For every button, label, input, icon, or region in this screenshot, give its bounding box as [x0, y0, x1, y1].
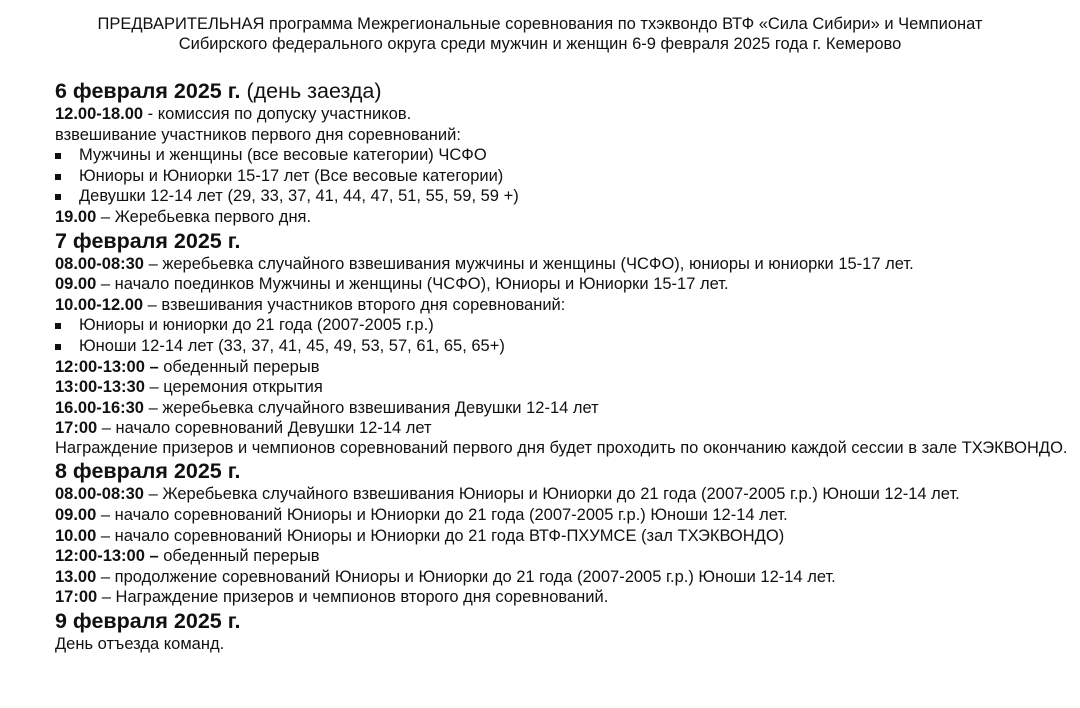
schedule-text: – жеребьевка случайного взвешивания Девушки 12-14 лет — [144, 398, 599, 417]
schedule-dash: – — [144, 547, 159, 566]
schedule-text: – жеребьевка случайного взвешивания мужчины и женщины (ЧСФО), юниоры и юниорки 15-17 лет. — [144, 254, 914, 273]
schedule-text: – начало соревнований Юниоры и Юниорки до 21 года ВТФ-ПХУМСЕ (зал ТХЭКВОНДО) — [96, 526, 785, 545]
day-1-note: (день заезда) — [240, 79, 382, 103]
square-bullet-icon — [55, 344, 61, 350]
schedule-line — [55, 104, 1070, 125]
bullet-text: Девушки 12-14 лет (29, 33, 37, 41, 44, 47, 51, 55, 59, 59 +) — [79, 187, 519, 206]
schedule-text: – начало соревнований Юниоры и Юниорки до 21 года (2007-2005 г.р.) Юноши 12-14 лет. — [96, 506, 788, 524]
title-line-2: Сибирского федерального округа среди мужчин и женщин 6-9 февраля 2025 года г. Кемерово — [178, 35, 902, 53]
schedule-line — [55, 295, 1070, 316]
schedule-line — [55, 567, 1070, 588]
schedule-text: – церемония открытия — [144, 378, 323, 397]
schedule-time: 08.00-08:30 — [55, 485, 144, 504]
day-3-heading: 8 февраля 2025 г. — [55, 459, 241, 484]
schedule-line — [55, 505, 1070, 526]
day-1-heading — [55, 78, 1070, 104]
square-bullet-icon — [55, 194, 61, 200]
schedule-text: – Награждение призеров и чемпионов второго дня соревнований. — [97, 588, 609, 607]
bullet-text: Юниоры и Юниорки 15-17 лет (Все весовые категории) — [79, 166, 504, 185]
bullet-text: Мужчины и женщины (все весовые категории) ЧСФО — [79, 146, 487, 165]
departure-note: День отъезда команд. — [55, 634, 225, 653]
weighing-intro: взвешивание участников первого дня соревнований: — [55, 125, 461, 144]
title-line-1 — [0, 14, 1080, 34]
schedule-text: обеденный перерыв — [158, 547, 320, 566]
square-bullet-icon — [55, 174, 61, 180]
bullet-text: Юниоры и юниорки до 21 года (2007-2005 г.р.) — [79, 316, 434, 335]
schedule-text: – взвешивания участников второго дня соревнований: — [143, 295, 566, 314]
schedule-time: 09.00 — [55, 275, 97, 294]
schedule-body — [55, 78, 1070, 655]
schedule-time: 17:00 — [55, 588, 98, 607]
schedule-text: – начало соревнований Девушки 12-14 лет — [97, 419, 432, 438]
schedule-line — [55, 484, 1070, 505]
schedule-text: – Жеребьевка первого дня. — [96, 207, 312, 226]
document-title — [0, 14, 1080, 54]
schedule-time: 13.00 — [55, 567, 97, 586]
bullet-item — [55, 336, 1070, 357]
schedule-line — [55, 207, 1070, 228]
schedule-text: – Жеребьевка случайного взвешивания Юниоры и Юниорки до 21 года (2007-2005 г.р.) Юноши 12-14 лет. — [144, 485, 960, 504]
schedule-time: 10.00-12.00 — [55, 295, 144, 314]
schedule-time: 12.00-18.00 — [55, 105, 144, 123]
schedule-time: 10.00 — [55, 526, 97, 545]
schedule-text: – начало поединков Мужчины и женщины (ЧСФО), Юниоры и Юниорки 15-17 лет. — [96, 275, 729, 294]
day-4-heading: 9 февраля 2025 г. — [55, 608, 241, 633]
schedule-line — [55, 398, 1070, 419]
schedule-text: – продолжение соревнований Юниоры и Юниорки до 21 года (2007-2005 г.р.) Юноши 12-14 лет. — [96, 567, 836, 586]
title-preliminary-word: ПРЕДВАРИТЕЛЬНАЯ — [97, 15, 265, 33]
schedule-line — [55, 526, 1070, 547]
schedule-time: 13:00-13:30 — [55, 378, 145, 397]
schedule-text: обеденный перерыв — [158, 357, 320, 376]
day-2-heading: 7 февраля 2025 г. — [55, 228, 241, 253]
schedule-line — [55, 587, 1070, 608]
square-bullet-icon — [55, 323, 61, 329]
square-bullet-icon — [55, 153, 61, 159]
schedule-dash: – — [144, 357, 159, 376]
title-line-1-rest: программа Межрегиональные соревнования по тхэквондо ВТФ «Сила Сибири» и Чемпионат — [264, 15, 983, 33]
schedule-time: 09.00 — [55, 506, 97, 524]
bullet-item — [55, 145, 1070, 166]
schedule-time: 17:00 — [55, 419, 98, 438]
schedule-line — [55, 377, 1070, 398]
schedule-line — [55, 254, 1070, 275]
schedule-line — [55, 418, 1070, 439]
schedule-time: 19.00 — [55, 207, 97, 226]
bullet-item — [55, 166, 1070, 187]
schedule-line — [55, 546, 1070, 567]
bullet-item — [55, 315, 1070, 336]
schedule-text: - комиссия по допуску участников. — [143, 105, 412, 123]
schedule-line — [55, 274, 1070, 295]
bullet-text: Юноши 12-14 лет (33, 37, 41, 45, 49, 53, 57, 61, 65, 65+) — [79, 336, 505, 355]
schedule-time: 12:00-13:00 — [55, 357, 145, 376]
schedule-line — [55, 357, 1070, 378]
award-note: Награждение призеров и чемпионов соревнований первого дня будет проходить по окончанию каждой сессии в зале ТХЭКВОНДО. — [55, 438, 1068, 457]
day-1-date: 6 февраля 2025 г. — [55, 79, 241, 103]
bullet-item — [55, 186, 1070, 207]
schedule-time: 16.00-16:30 — [55, 398, 144, 417]
schedule-time: 12:00-13:00 — [55, 547, 145, 566]
schedule-time: 08.00-08:30 — [55, 254, 144, 273]
